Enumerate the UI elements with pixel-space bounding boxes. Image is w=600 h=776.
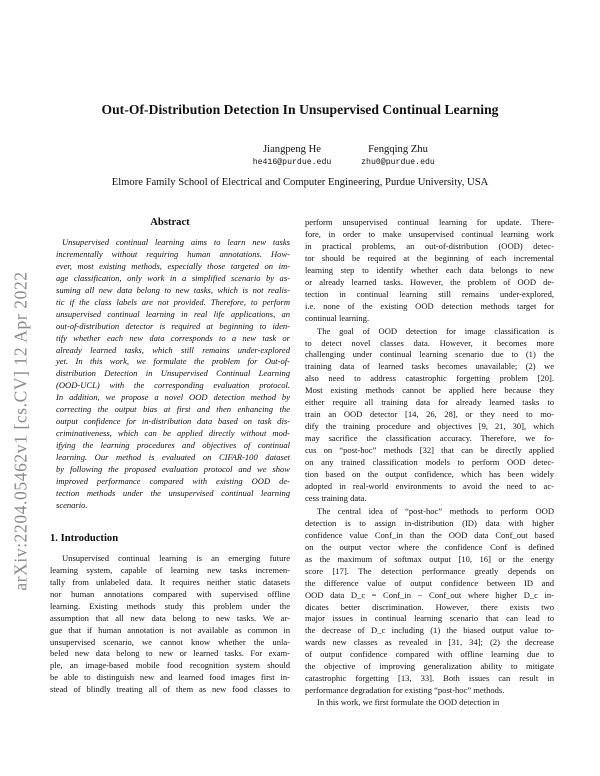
body-line: perform unsupervised continual learning for update. There- xyxy=(305,217,554,227)
body-line: major issues in continual learning scenario that can lead to xyxy=(305,613,554,624)
body-line: catastrophic forgetting [13, 33]. Both issues can result in xyxy=(305,673,554,684)
author-2 xyxy=(318,144,478,167)
paragraph-3 xyxy=(305,506,554,697)
abstract-line: Unsupervised continual learning aims to learn new tasks xyxy=(62,236,290,247)
body-line: adopted in real-world environments to avoid the need to ac- xyxy=(305,480,554,491)
body-line: detection is to assign in-distribution (ID) data with higher xyxy=(305,517,554,528)
body-line: training data of learned tasks becomes unavailable; (2) we xyxy=(305,361,554,372)
intro-line: learning system, capable of learning new tasks incremen- xyxy=(50,564,290,575)
body-line: continual learning. xyxy=(305,312,370,323)
body-line: on any trained classification models to perform OOD detec- xyxy=(305,457,554,468)
body-line: i.e. none of the existing OOD detection methods target for xyxy=(305,300,554,311)
abstract-line: tify whether each new data corresponds to a new task or xyxy=(56,332,290,343)
author-email[interactable]: he416@purdue.edu xyxy=(252,158,332,167)
body-line: the objective of improving generalization ability to mitigate xyxy=(305,661,554,672)
body-line: learning step to identify whether each data belongs to new xyxy=(305,264,554,275)
abstract-line: already learned tasks, which still remains under-explored xyxy=(56,344,290,355)
abstract-line: (OOD-UCL) with the corresponding evaluation protocol. xyxy=(56,380,290,391)
author-email[interactable]: zhu0@purdue.edu xyxy=(361,158,435,167)
body-line: tion based on the output confidence, which has been widely xyxy=(305,469,554,480)
abstract-line: incrementally without requiring human annotations. How- xyxy=(56,248,290,259)
body-line: tection in continual learning still remains under-explored, xyxy=(305,288,554,299)
abstract-line: age classification, only work in a simplified scenario by as- xyxy=(56,272,290,283)
body-line: the decrease of D_c including (1) the biased output value to- xyxy=(305,625,554,636)
body-line: as the maximum of softmax output [10, 16] or the energy xyxy=(305,553,554,564)
body-line: confidence value Conf_in than the OOD data Conf_out based xyxy=(305,529,554,540)
intro-line: beled new data belong to new or learned tasks. For exam- xyxy=(50,648,290,659)
abstract-line: ifying the learning procedures and objectives of continual xyxy=(56,440,290,451)
body-line: on the output vector where the confidence Conf is defined xyxy=(305,541,554,552)
intro-body xyxy=(50,553,290,696)
intro-line: stead of blindly treating all of them as new food classes to xyxy=(50,684,290,695)
body-line: dify the training procedure and objectives [9, 21, 30], which xyxy=(305,421,554,432)
body-line: of output confidence compared with offline learning due to xyxy=(305,649,554,660)
body-line: fore, in order to make unsupervised continual learning work xyxy=(305,228,554,239)
abstract-line: learning. Our method is evaluated on CIFAR-100 dataset xyxy=(56,452,290,463)
intro-line: gue that if human annotation is not available as common in xyxy=(50,624,290,635)
paper-title: Out-Of-Distribution Detection In Unsupervised Continual Learning xyxy=(101,102,499,117)
body-line: in practical problems, an out-of-distribution (OOD) detec- xyxy=(305,240,554,251)
body-line: cess training data. xyxy=(305,492,367,503)
body-line: challenging under continual learning scenario due to (1) the xyxy=(305,349,554,360)
abstract-line: improved performance compared with existing OOD de- xyxy=(56,476,290,487)
body-line: tor should be required at the beginning of each incremental xyxy=(305,252,554,263)
body-line: either require all training data for already learned tasks to xyxy=(305,397,554,408)
body-line: to detect novel classes data. However, it becomes more xyxy=(305,337,554,348)
abstract-line: scenario. xyxy=(56,499,88,510)
body-line: the difference value of output confidence between ID and xyxy=(305,577,554,588)
abstract-line: tic if the class labels are not provided. Therefore, to perform xyxy=(56,296,290,307)
body-line: also need to address catastrophic forgetting problem [20]. xyxy=(305,373,554,384)
body-line: or already learned tasks. However, the problem of OOD de- xyxy=(305,276,554,287)
abstract-line: yet. In this work, we formulate the problem for Out-of- xyxy=(56,356,290,367)
intro-line: nor human annotations compared with supervised offline xyxy=(50,588,290,599)
abstract-line: correcting the output bias at first and then enhancing the xyxy=(56,404,290,415)
affiliation: Elmore Family School of Electrical and Computer Engineering, Purdue University, USA xyxy=(111,177,489,188)
arxiv-stamp xyxy=(6,196,36,666)
body-line: OOD data D_c = Conf_in − Conf_out where higher D_c in- xyxy=(305,589,554,600)
right-column xyxy=(305,217,554,709)
body-line: The central idea of “post-hoc” methods to perform OOD xyxy=(317,505,554,516)
intro-line: be able to distinguish new and learned food images first in- xyxy=(50,672,290,683)
paragraph-1 xyxy=(305,217,554,325)
body-line: score [17]. The detection performance greatly depends on xyxy=(305,565,554,576)
body-line: performance degradation for existing “post-hoc” methods. xyxy=(305,685,505,696)
intro-line: assumption that all new data belong to new tasks. We ar- xyxy=(50,612,290,623)
body-line: The goal of OOD detection for image classification is xyxy=(317,325,554,336)
abstract-line: suming all new data belong to new tasks, which is not realis- xyxy=(56,284,290,295)
intro-line: learning. Existing methods study this problem under the xyxy=(50,600,290,611)
abstract-line: criminativeness, which can be applied directly without mod- xyxy=(56,428,290,439)
abstract-line: ever, most existing methods, especially those targeted on im- xyxy=(56,260,290,271)
body-line: wards new classes as revealed in [31, 34]; (2) the decrease xyxy=(305,637,554,648)
author-name: Jiangpeng He xyxy=(263,144,321,155)
intro-line: tally from unlabeled data. It requires neither static datasets xyxy=(50,576,290,587)
abstract-heading: Abstract xyxy=(150,217,190,228)
body-line: dicates better discrimination. However, there exists two xyxy=(305,601,554,612)
intro-line: ple, an image-based mobile food recognition system should xyxy=(50,660,290,671)
body-line: In this work, we first formulate the OOD detection in xyxy=(317,697,500,708)
author-name: Fengqing Zhu xyxy=(368,144,428,155)
abstract-line: distribution Detection in Unsupervised Continual Learning xyxy=(56,368,290,379)
body-line: train an OOD detector [14, 26, 28], or they need to mo- xyxy=(305,409,554,420)
body-line: cus on “post-hoc” methods [32] that can be directly applied xyxy=(305,445,554,456)
paragraph-2 xyxy=(305,326,554,505)
left-column xyxy=(50,217,290,696)
intro-line: Unsupervised continual learning is an emerging future xyxy=(62,552,290,563)
intro-line: unsupervised scenario, we cannot know whether the unla- xyxy=(50,636,290,647)
abstract-line: by following the proposed evaluation protocol and we show xyxy=(56,464,290,475)
abstract-line: out-of-distribution detector is required at beginning to iden- xyxy=(56,320,290,331)
abstract-body xyxy=(50,237,290,512)
abstract-line: unsupervised continual learning in real life applications, an xyxy=(56,308,290,319)
body-line: may sacrifice the classification accuracy. Therefore, we fo- xyxy=(305,433,554,444)
intro-heading: 1. Introduction xyxy=(50,532,119,544)
arxiv-id[interactable]: arXiv:2204.05462v1 [cs.CV] 12 Apr 2022 xyxy=(10,271,31,591)
body-line: Most existing methods cannot be applied here because they xyxy=(305,385,554,396)
abstract-line: tection methods under the unsupervised continual learning xyxy=(56,487,290,498)
paragraph-4 xyxy=(305,697,554,709)
abstract-line: In addition, we propose a novel OOD detection method by xyxy=(56,392,290,403)
abstract-line: output confidence for in-distribution data based on task dis- xyxy=(56,416,290,427)
